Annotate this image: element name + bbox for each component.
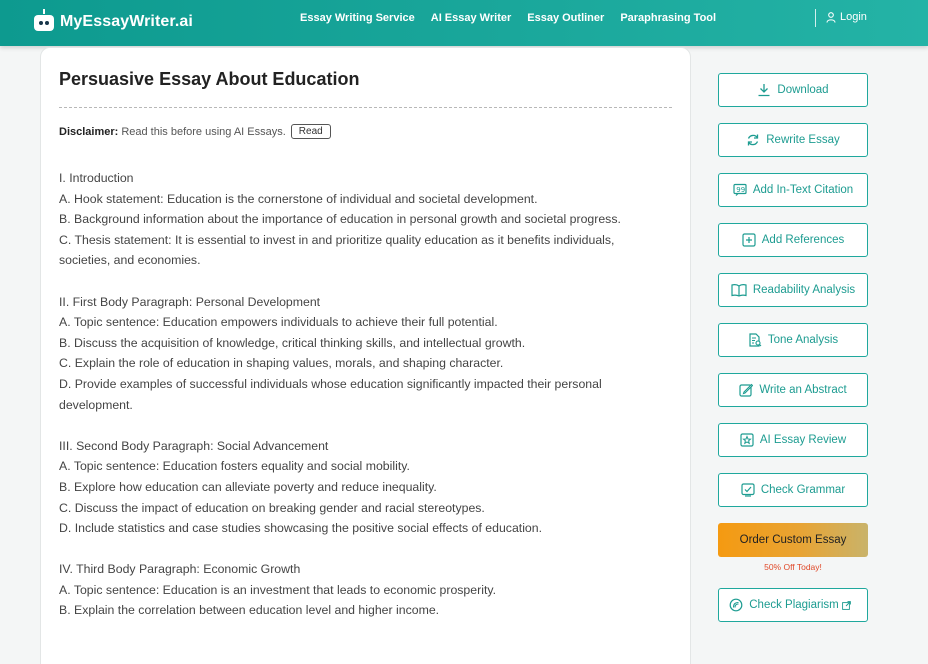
promo-text: 50% Off Today! [764, 562, 822, 572]
essay-line: D. Include statistics and case studies showcasing the positive social effects of education. [59, 521, 543, 536]
tone-analysis-label: Tone Analysis [767, 334, 839, 346]
title-divider [59, 107, 672, 108]
header-divider [815, 9, 816, 27]
check-square-icon [741, 483, 755, 497]
logo[interactable] [34, 8, 193, 36]
top-header [0, 0, 928, 46]
nav-ai-essay-writer[interactable]: AI Essay Writer [430, 12, 512, 24]
rewrite-essay-label: Rewrite Essay [766, 134, 840, 146]
robot-logo-icon [34, 12, 54, 32]
essay-line: A. Topic sentence: Education is an investment that leads to economic prosperity. [59, 582, 497, 597]
logo-text: MyEssayWriter.ai [60, 13, 193, 30]
readability-analysis-label: Readability Analysis [752, 284, 856, 296]
essay-line: I. Introduction [59, 171, 134, 185]
order-custom-essay-label: Order Custom Essay [739, 534, 847, 546]
document-analysis-icon [748, 333, 762, 347]
refresh-icon [746, 133, 760, 147]
add-in-text-citation-label: Add In-Text Citation [752, 184, 854, 196]
quote-icon [733, 183, 747, 197]
essay-line: societies, and economies. [59, 253, 201, 268]
essay-line: B. Discuss the acquisition of knowledge, critical thinking skills, and intellectual growth. [59, 335, 526, 350]
essay-line: C. Explain the role of education in shaping values, morals, and shaping character. [59, 356, 504, 371]
write-abstract-button[interactable] [718, 373, 868, 407]
paragraph-gap [59, 539, 672, 560]
plus-square-icon [742, 233, 756, 247]
login-label: Login [840, 11, 867, 23]
rewrite-essay-button[interactable] [718, 123, 868, 157]
essay-line: A. Hook statement: Education is the cornerstone of individual and societal development. [59, 191, 538, 206]
check-grammar-label: Check Grammar [760, 484, 846, 496]
essay-line: III. Second Body Paragraph: Social Advancement [59, 438, 329, 453]
ai-essay-review-label: AI Essay Review [759, 434, 847, 446]
nav-essay-outliner[interactable]: Essay Outliner [527, 12, 605, 24]
write-abstract-label: Write an Abstract [759, 384, 847, 396]
essay-line: development. [59, 397, 133, 412]
essay-line: B. Background information about the importance of education in personal growth and societal progress. [59, 212, 621, 227]
book-icon [731, 283, 747, 297]
essay-line: IV. Third Body Paragraph: Economic Growth [59, 562, 301, 577]
pencil-square-icon [739, 383, 753, 397]
paragraph-gap [59, 271, 672, 292]
essay-line: D. Provide examples of successful individuals whose education significantly impacted their personal [59, 376, 602, 391]
disclaimer-label: Disclaimer: [59, 125, 119, 138]
essay-line: B. Explore how education can alleviate poverty and reduce inequality. [59, 479, 437, 494]
read-disclaimer-button[interactable]: Read [291, 124, 331, 139]
check-plagiarism-label: Check Plagiarism [749, 599, 839, 611]
nav-paraphrasing-tool[interactable]: Paraphrasing Tool [620, 12, 717, 24]
tone-analysis-button[interactable] [718, 323, 868, 357]
plagiarism-icon [729, 598, 743, 612]
readability-analysis-button[interactable] [718, 273, 868, 307]
external-link-icon [842, 601, 851, 610]
download-icon [757, 83, 771, 97]
essay-line: C. Discuss the impact of education on breaking gender and racial stereotypes. [59, 500, 485, 515]
star-square-icon [740, 433, 754, 447]
ai-essay-review-button[interactable] [718, 423, 868, 457]
add-references-label: Add References [761, 234, 845, 246]
essay-line: II. First Body Paragraph: Personal Development [59, 294, 321, 309]
nav-essay-writing-service[interactable]: Essay Writing Service [300, 12, 415, 24]
essay-line: B. Explain the correlation between education level and higher income. [59, 603, 440, 618]
login-button[interactable] [826, 11, 867, 23]
essay-line: A. Topic sentence: Education fosters equality and social mobility. [59, 459, 410, 474]
order-custom-essay-button[interactable] [718, 523, 868, 557]
essay-line: C. Thesis statement: It is essential to invest in and prioritize quality education as it benefits individuals, [59, 232, 615, 247]
essay-line: A. Topic sentence: Education empowers individuals to achieve their full potential. [59, 315, 498, 330]
essay-title: Persuasive Essay About Education [59, 69, 360, 89]
download-label: Download [777, 84, 829, 96]
essay-body [59, 168, 672, 621]
main-nav [300, 12, 732, 24]
user-icon [826, 12, 836, 23]
svg-text:99: 99 [736, 186, 746, 194]
paragraph-gap [59, 415, 672, 436]
check-plagiarism-button[interactable] [718, 588, 868, 622]
add-in-text-citation-button[interactable] [718, 173, 868, 207]
disclaimer [59, 124, 331, 139]
check-grammar-button[interactable] [718, 473, 868, 507]
add-references-button[interactable] [718, 223, 868, 257]
download-button[interactable] [718, 73, 868, 107]
disclaimer-text: Read this before using AI Essays. [121, 125, 286, 138]
essay-card [40, 47, 691, 664]
